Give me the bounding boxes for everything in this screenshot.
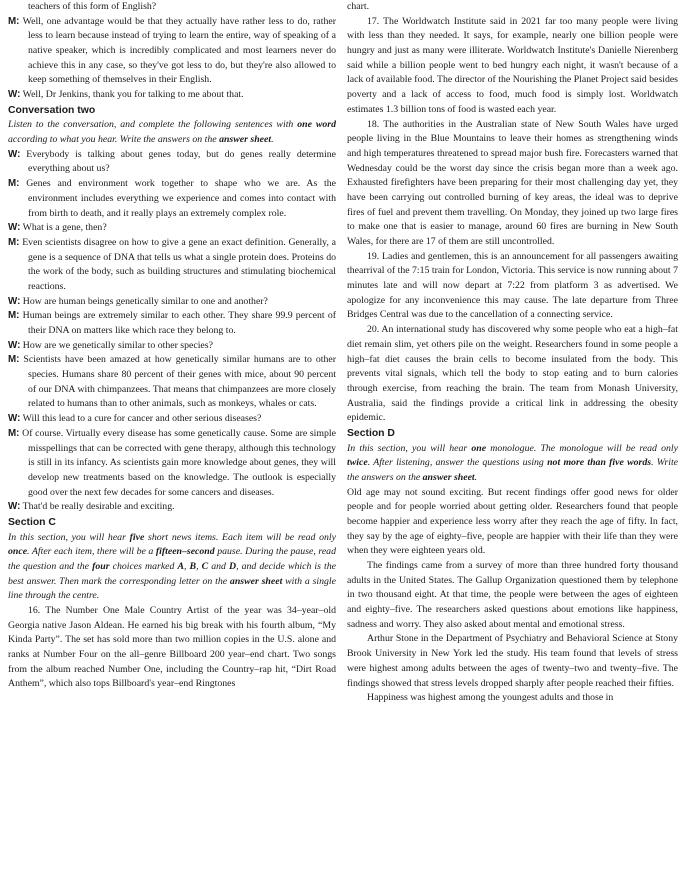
instruction-text: In this section, you will hear	[8, 531, 130, 543]
dialogue-text: Scientists have been amazed at how genetically similar humans are to other species. Humans share 80 percent of their genes with mice, about 90 percent of our DNA with chimpanzees. That means that chimpanzees are more closely related to humans than to other animals, such as monkeys, whales or cats.	[23, 354, 336, 410]
speaker-label: W:	[8, 501, 21, 513]
speaker-label: W:	[8, 222, 21, 234]
speaker-label: W:	[8, 413, 21, 425]
instruction-text: , and decide which is the best answer. Then mark the corresponding letter on the	[8, 560, 336, 587]
instructions	[347, 442, 678, 486]
instruction-text: ,	[184, 560, 190, 572]
dialogue-text: What is a gene, then?	[22, 222, 107, 234]
dialogue-text: Genes and environment work together to shape who we are. As the environment includes everything we experience and comes into contact with from birth to death, and it really plays an extremely complex role.	[26, 178, 337, 219]
instruction-text: . After listening, answer the questions using	[367, 457, 548, 469]
emphasis-text: twice	[347, 457, 368, 469]
dialogue-text: How are human beings genetically similar to one and another?	[22, 295, 268, 307]
paragraph: 17. The Worldwatch Institute said in 2021 far too many people were living with less than they needed. It says, for example, nearly one billion people were hungry and just as many were illiterate. Worldwatch Institute's Danielle Nierenberg said while a billion people went to bed hungry each night, it wasn't because of a lack of available food. The director of the Nourishing the Planet Project said besides poverty and a lack of access to food, much food is simply lost. Worldwatch estimates 1.3 billion tons of food is wasted each year.	[347, 15, 678, 115]
speaker-label: W:	[8, 339, 21, 351]
dialogue-text: Well, Dr Jenkins, thank you for talking to me about that.	[22, 89, 244, 101]
dialogue-text: Human beings are extremely similar to each other. They share 99.9 percent of their DNA on matters like which race they belong to.	[22, 310, 336, 337]
instructions	[8, 531, 336, 604]
instruction-text: .	[474, 471, 478, 483]
speaker-label: M:	[8, 15, 20, 27]
instructions	[8, 118, 336, 147]
emphasis-text: A	[177, 560, 185, 572]
instruction-text: choices marked	[109, 560, 178, 572]
speaker-label: M:	[8, 178, 20, 190]
instruction-text: ,	[196, 560, 202, 572]
speaker-label: M:	[8, 354, 20, 366]
dialogue-line	[8, 88, 336, 103]
speaker-label: W:	[8, 148, 21, 160]
dialogue-line	[8, 148, 336, 177]
right-column	[347, 0, 678, 706]
dialogue-text: Of course. Virtually every disease has some genetically cause. Some are simple misspellings that can be corrected with gene therapy, although this technology is still in its infancy. As scientists gain more knowledge about genes, they will develop new treatments based on the knowledge. The outlook is especially good over the next few decades for some cancers and diseases.	[22, 427, 336, 498]
speaker-label: M:	[8, 310, 20, 322]
dialogue-text: That'd be really desirable and exciting.	[22, 501, 175, 513]
instruction-text: and	[208, 560, 229, 572]
dialogue-line	[8, 427, 336, 500]
instruction-text: with a single line through the centre.	[8, 575, 336, 602]
dialogue-line	[8, 309, 336, 338]
paragraph: 20. An international study has discovered why some people who eat a high–fat diet remain slim, yet others pile on the weight. Researchers found in some people a high–fat diet causes the brain cells to become insulated from the body. This prevents vital signals, which tell the body to stop eating and to burn calories through exercise, from reaching the brain. The team from Monash University, Australia, said the findings provide a critical link in addressing the obesity epidemic.	[347, 324, 678, 424]
instruction-text: In this section, you will hear	[347, 442, 472, 454]
instruction-text: short news items. Each item will be read only	[144, 531, 336, 543]
dialogue-line	[8, 15, 336, 88]
speaker-label: M:	[8, 427, 20, 439]
emphasis-text: once	[8, 546, 28, 558]
speaker-label: W:	[8, 295, 21, 307]
emphasis-text: one	[471, 442, 487, 454]
paragraph: Arthur Stone in the Department of Psychiatry and Behavioral Science at Stony Brook University in New York led the study. His team found that levels of stress were highest among adults between the ages of twenty–two and twenty–five. The findings showed that stress levels dropped sharply after people reached their fifties.	[347, 633, 678, 689]
dialogue-text: Even scientists disagree on how to give a gene an exact definition. Generally, a gene is a sequence of DNA that tells us what a single protein does. Proteins do the work of the body, such as building structures and stimulating biochemical reactions.	[22, 236, 337, 292]
emphasis-text: fifteen–second	[155, 546, 215, 558]
instruction-text: pause. During the pause, read the question and the	[8, 546, 336, 572]
emphasis-text: answer sheet	[422, 471, 475, 483]
dialogue-line	[8, 221, 336, 236]
dialogue-text: Everybody is talking about genes today, but do genes really determine everything about us?	[26, 148, 337, 175]
emphasis-text: four	[92, 560, 110, 572]
instruction-text: .	[271, 134, 274, 146]
paragraph: 16. The Number One Male Country Artist of the year was 34–year–old Georgia native Jason Aldean. He earned his big break with his fourth album, “My Kinda Party”. The set has sold more than two million copies in the U.S. alone and ranks at Number Four on the all–genre Billboard 200 year–end chart. Two songs from the album reached Number One, including the Country–rap hit, “Dirt Road Anthem”, which also tops Billboard's year–end Ringtones	[8, 605, 336, 690]
emphasis-text: answer sheet	[219, 134, 272, 146]
instruction-text: . After each item, there will be a	[27, 546, 156, 558]
paragraph: The findings came from a survey of more than three hundred forty thousand adults in the United States. The Gallup Organization questioned them by telephone in two thousand eight. At that time, the people were between the ages of eighteen and eighty–five. The researchers asked questions about emotions like happiness, sadness and worry. They also asked about mental and emotional stress.	[347, 560, 678, 630]
instruction-text: monologue. The monologue will be read only	[486, 442, 678, 454]
emphasis-text: B	[189, 560, 197, 572]
paragraph: Old age may not sound exciting. But recent findings offer good news for older people and for people worried about getting older. Researchers found that people become happier and experience less worry after they reach the age of fifty. In fact, they say by the age of eighty–five, people are happier with their life than they were when they were eighteen years old.	[347, 486, 678, 557]
dialogue-line	[8, 412, 336, 427]
instruction-text: according to what you hear. Write the answers on the	[8, 134, 220, 146]
speaker-label: W:	[8, 89, 21, 101]
dialogue-line	[8, 177, 336, 221]
paragraph: Happiness was highest among the youngest adults and those in	[367, 692, 614, 704]
emphasis-text: one word	[297, 119, 336, 131]
left-column	[8, 0, 336, 692]
section-heading: Section C	[8, 516, 56, 528]
speaker-label: M:	[8, 236, 20, 248]
paragraph: teachers of this form of English?	[28, 1, 157, 12]
emphasis-text: five	[129, 531, 145, 543]
dialogue-line	[8, 236, 336, 295]
emphasis-text: D	[228, 560, 237, 572]
paragraph: 19. Ladies and gentlemen, this is an announcement for all passengers awaiting thearrival of the 7:15 train for London, Victoria. This service is now running about 7 minutes late and will now depart at 7:22 from platform 3 as advertised. We apologize for any inconvenience this may cause. The late departure from Three Bridges Central was due to the cancellation of a connecting service.	[347, 250, 678, 321]
dialogue-text: How are we genetically similar to other species?	[22, 339, 213, 351]
dialogue-line	[8, 353, 336, 412]
dialogue-text: Well, one advantage would be that they actually have rather less to do, rather less to learn because instead of trying to learn the entire, way of speaking of a native speaker, which is incredibly complicated and most learners never do achieve this in any case, so they've got less to do, but they're also allowed to keep something of themselves in their English.	[22, 15, 336, 86]
emphasis-text: C	[201, 560, 209, 572]
dialogue-line	[8, 500, 336, 515]
dialogue-line	[8, 295, 336, 310]
paragraph: chart.	[347, 1, 370, 12]
section-heading: Section D	[347, 427, 395, 439]
paragraph: 18. The authorities in the Australian state of New South Wales have urged people living in the Blue Mountains to leave their homes as strengthening winds and high temperatures threatened to spread major bush fire. Forecasters warned that Wednesday could be the worst day since the crisis began more than a week ago. Exhausted firefighters have been preparing for their most challenging day yet, they have been carrying out controlled burning of key areas, the ideal was to deprive fires of fuel and prevent them travelling. On Monday, they joined up two large fires to make one that is easier to manage, around 60 fires are burning in New South Wales, for there are 17 of them are still uncontrolled.	[347, 118, 678, 247]
emphasis-text: not more than five words	[547, 457, 652, 469]
dialogue-text: Will this lead to a cure for cancer and other serious diseases?	[22, 413, 262, 425]
emphasis-text: answer sheet	[229, 575, 283, 587]
instruction-text: . Write the answers on the	[347, 457, 679, 483]
instruction-text: Listen to the conversation, and complete the following sentences with	[8, 119, 298, 131]
dialogue-line	[8, 339, 336, 354]
section-heading: Conversation two	[8, 104, 96, 116]
